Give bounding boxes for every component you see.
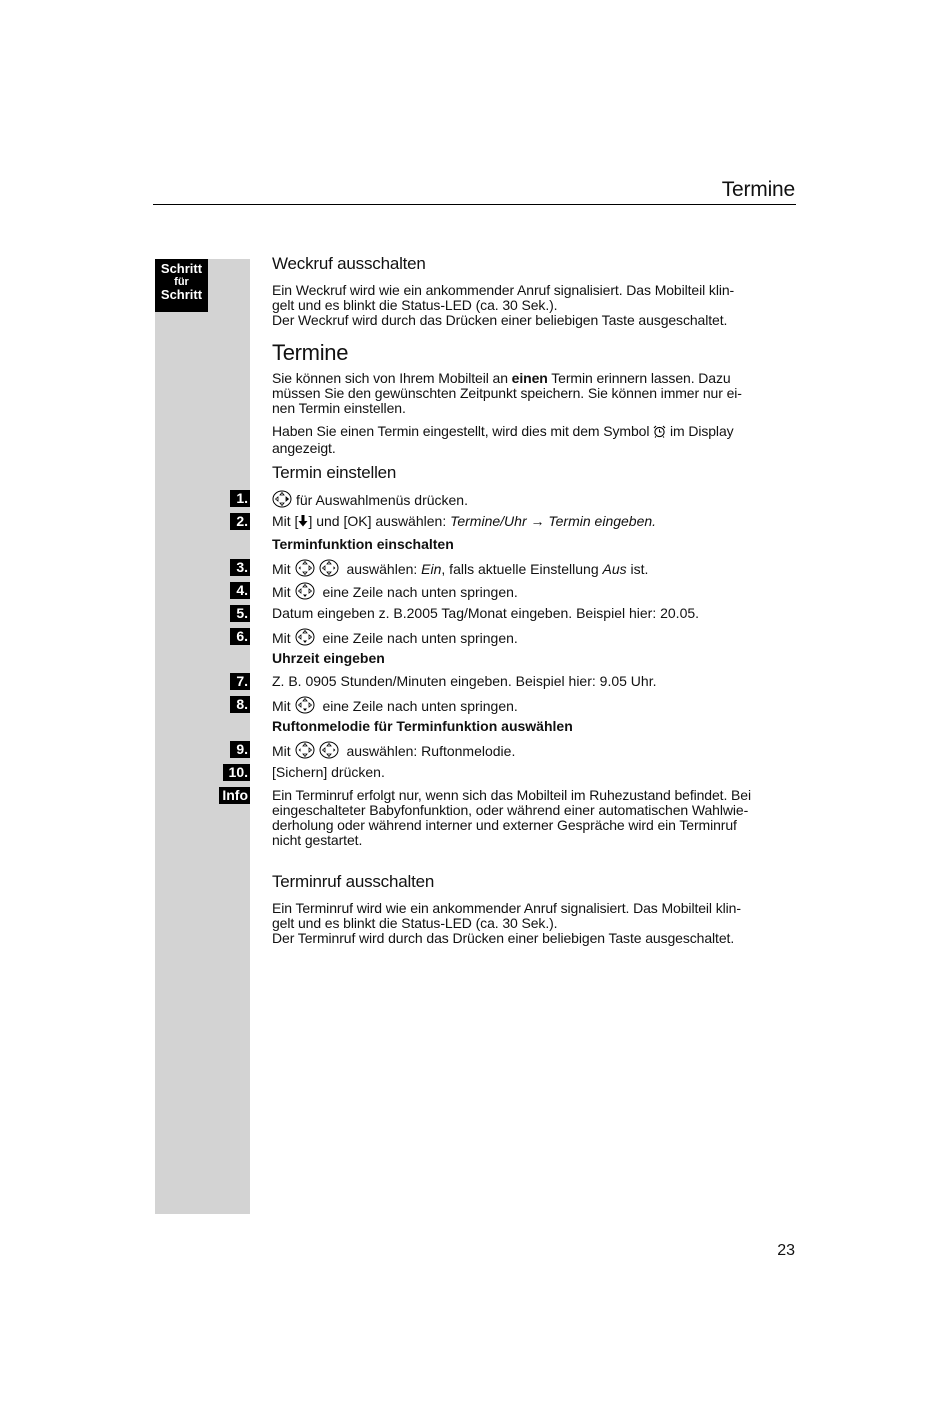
- step-badge-7: 7.: [230, 673, 250, 690]
- step-badge-3: 3.: [230, 559, 250, 576]
- step-3-pre: Mit: [272, 561, 295, 577]
- info-line-1: Ein Terminruf erfolgt nur, wenn sich das Mobilteil im Ruhezustand befindet. Bei: [272, 787, 751, 803]
- subheading-terminfunktion: Terminfunktion einschalten: [272, 536, 454, 552]
- step-6-pre: Mit: [272, 630, 295, 646]
- step-4-text: [272, 582, 518, 604]
- step-3-text: [272, 559, 648, 581]
- info-line-4: nicht gestartet.: [272, 832, 363, 848]
- step-badge-8: 8.: [230, 696, 250, 713]
- page-header-title: Termine: [721, 178, 795, 201]
- intro-line-2: müssen Sie den gewünschten Zeitpunkt speichern. Sie können immer nur ei-: [272, 385, 742, 401]
- page-number: 23: [777, 1242, 795, 1259]
- step-badge-4: 4.: [230, 582, 250, 599]
- step-1-label: für Auswahlmenüs drücken.: [296, 492, 468, 508]
- symbol-line-2: angezeigt.: [272, 440, 336, 456]
- step-badge-1: 1.: [230, 490, 250, 507]
- symbol-text-post: im Display: [666, 423, 734, 439]
- step-3-mid: auswählen:: [342, 561, 422, 577]
- weckruf-line-2: gelt und es blinkt die Status-LED (ca. 30 Sek.).: [272, 297, 558, 313]
- termine-symbol-note: [272, 424, 797, 456]
- intro-text-pre: Sie können sich von Ihrem Mobilteil an: [272, 370, 512, 386]
- step-2-pre: Mit [: [272, 513, 299, 529]
- termine-intro: [272, 371, 797, 416]
- step-badge-9: 9.: [230, 741, 250, 758]
- badge-line-2: für: [174, 276, 189, 288]
- control-key-down-icon: [295, 628, 315, 650]
- step-2-text: [272, 513, 656, 531]
- subheading-uhrzeit: Uhrzeit eingeben: [272, 650, 385, 666]
- schritt-fuer-schritt-badge: [155, 259, 208, 312]
- header-rule: [153, 204, 796, 205]
- control-key-left-icon: [295, 741, 315, 763]
- step-sidebar: [155, 259, 250, 1214]
- termine-heading: Termine: [272, 340, 349, 365]
- step-3-mid2: , falls aktuelle Einstellung: [441, 561, 603, 577]
- step-4-pre: Mit: [272, 584, 295, 600]
- intro-line-3: nen Termin einstellen.: [272, 400, 406, 416]
- step-3-italic-aus: Aus: [602, 561, 627, 577]
- subheading-ruftonmelodie: Ruftonmelodie für Terminfunktion auswählen: [272, 718, 573, 734]
- step-6-text: [272, 628, 518, 650]
- terminruf-line-3: Der Terminruf wird durch das Drücken einer beliebigen Taste ausgeschaltet.: [272, 930, 735, 946]
- terminruf-line-1: Ein Terminruf wird wie ein ankommender Anruf signalisiert. Das Mobilteil klin-: [272, 900, 741, 916]
- control-key-right-icon: [319, 559, 339, 581]
- terminruf-heading: Terminruf ausschalten: [272, 872, 435, 891]
- terminruf-paragraph: [272, 901, 797, 946]
- info-paragraph: [272, 788, 797, 848]
- weckruf-heading: Weckruf ausschalten: [272, 254, 426, 273]
- step-4-label: eine Zeile nach unten springen.: [318, 584, 518, 600]
- step-2-menu-path: Termine/Uhr → Termin eingeben.: [450, 513, 657, 529]
- step-badge-2: 2.: [230, 513, 250, 530]
- alarm-clock-icon: [653, 425, 666, 441]
- step-3-italic-ein: Ein: [421, 561, 442, 577]
- intro-text-post: Termin erinnern lassen. Dazu: [547, 370, 731, 386]
- badge-line-3: Schritt: [160, 287, 203, 302]
- control-key-icon: [272, 490, 292, 512]
- step-badge-5: 5.: [230, 605, 250, 622]
- step-10-text: [Sichern] drücken.: [272, 764, 385, 780]
- info-line-2: eingeschalteter Babyfonfunktion, oder während einer automatischen Wahlwie-: [272, 802, 749, 818]
- step-9-pre: Mit: [272, 743, 295, 759]
- step-1-text: [272, 490, 468, 512]
- weckruf-line-3: Der Weckruf wird durch das Drücken einer beliebigen Taste ausgeschaltet.: [272, 312, 728, 328]
- step-3-post: ist.: [626, 561, 649, 577]
- step-6-label: eine Zeile nach unten springen.: [318, 630, 518, 646]
- info-badge: Info: [219, 787, 250, 804]
- down-arrow-icon: [298, 514, 308, 531]
- step-2-mid: ] und [OK] auswählen:: [308, 513, 451, 529]
- step-badge-10: 10.: [223, 764, 250, 781]
- intro-text-bold: einen: [511, 370, 548, 386]
- badge-line-1: Schritt: [160, 261, 203, 276]
- control-key-down-icon: [295, 582, 315, 604]
- step-8-pre: Mit: [272, 698, 295, 714]
- control-key-left-icon: [295, 559, 315, 581]
- info-line-3: derholung oder während interner und externer Gespräche wird ein Terminruf: [272, 817, 737, 833]
- control-key-down-icon: [295, 696, 315, 718]
- step-9-text: [272, 741, 515, 763]
- terminruf-line-2: gelt und es blinkt die Status-LED (ca. 30 Sek.).: [272, 915, 558, 931]
- step-7-text: Z. B. 0905 Stunden/Minuten eingeben. Beispiel hier: 9.05 Uhr.: [272, 673, 657, 689]
- step-badge-6: 6.: [230, 628, 250, 645]
- weckruf-paragraph: [272, 283, 797, 328]
- symbol-text-pre: Haben Sie einen Termin eingestellt, wird dies mit dem Symbol: [272, 423, 654, 439]
- control-key-right-icon: [319, 741, 339, 763]
- termin-einstellen-heading: Termin einstellen: [272, 463, 397, 482]
- step-8-text: [272, 696, 518, 718]
- weckruf-line-1: Ein Weckruf wird wie ein ankommender Anruf signalisiert. Das Mobilteil klin-: [272, 282, 735, 298]
- step-9-label: auswählen: Ruftonmelodie.: [342, 743, 516, 759]
- step-5-text: Datum eingeben z. B.2005 Tag/Monat eingeben. Beispiel hier: 20.05.: [272, 605, 700, 621]
- step-8-label: eine Zeile nach unten springen.: [318, 698, 518, 714]
